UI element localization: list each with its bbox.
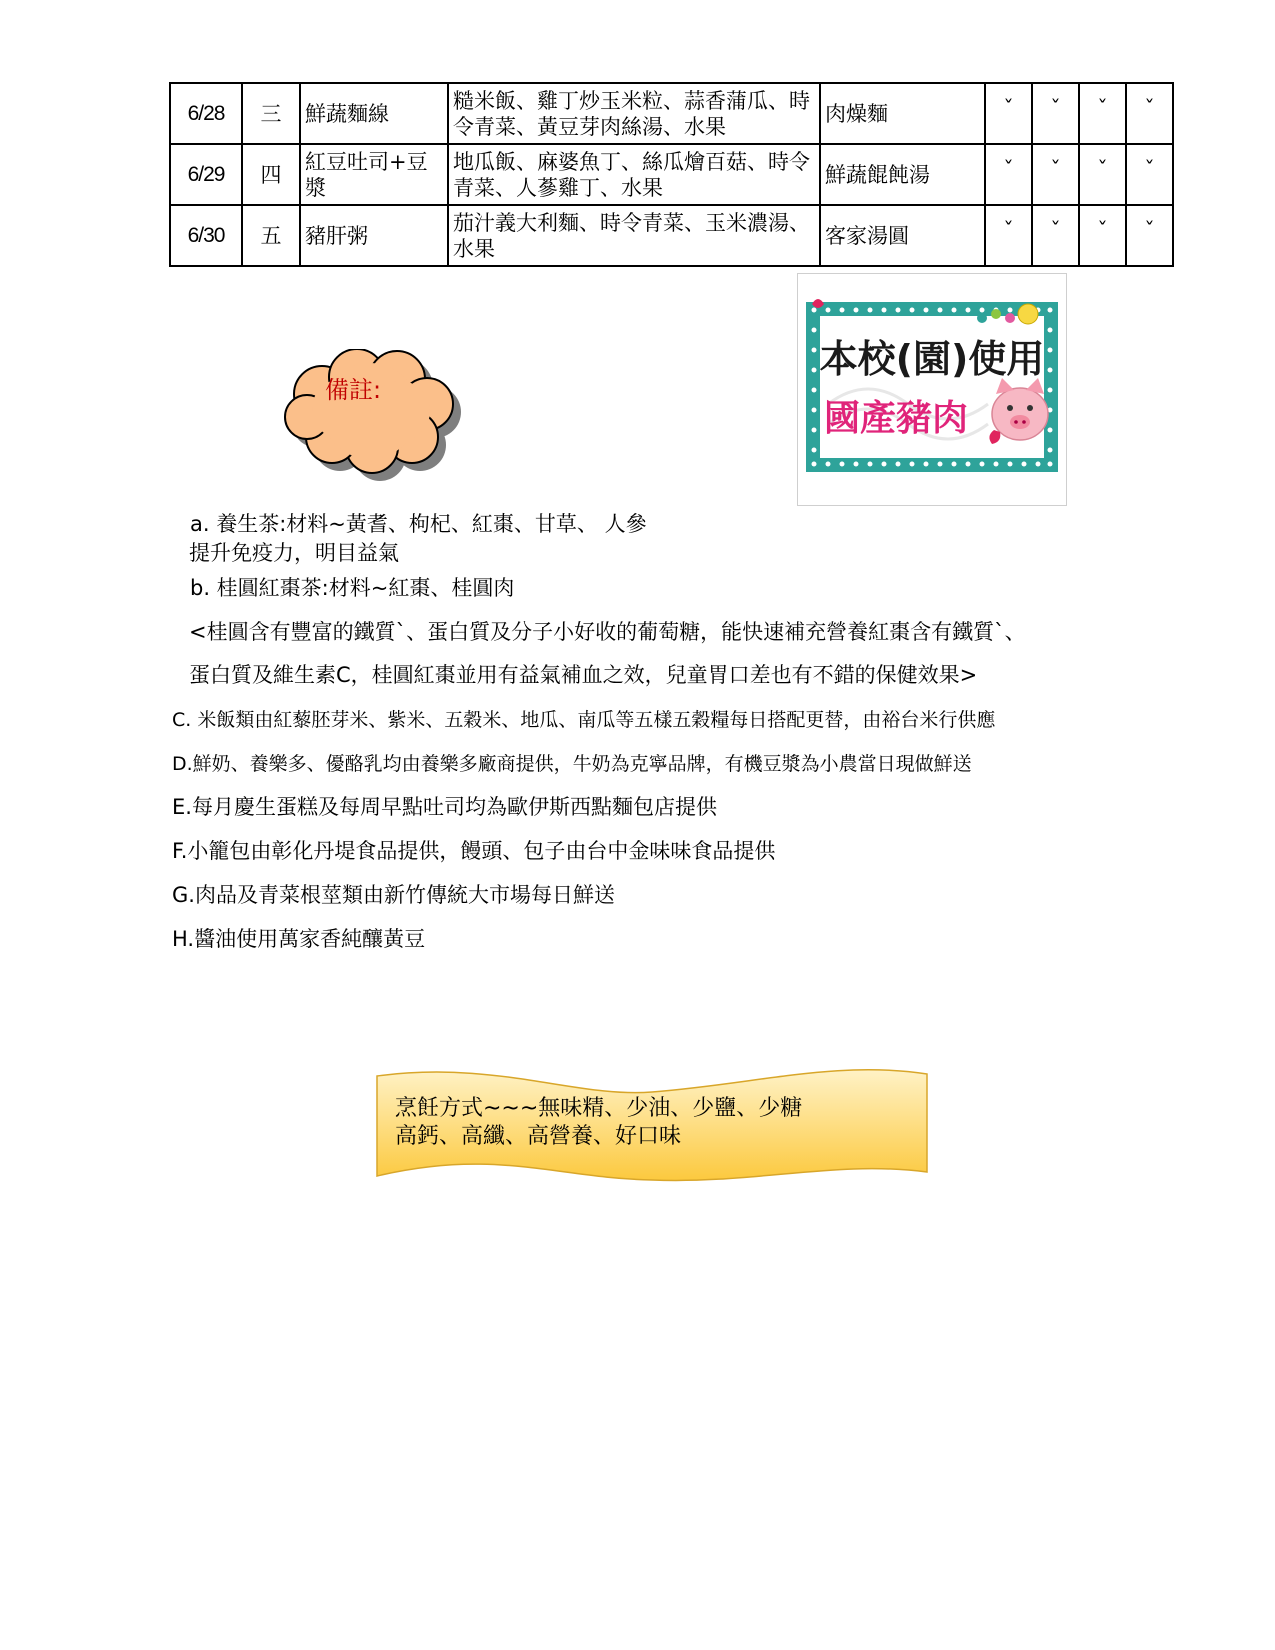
check-mark-cell: ˇ (1079, 205, 1126, 266)
weekday-cell: 五 (242, 205, 300, 266)
note-h: H.醬油使用萬家香純釀黃豆 (172, 927, 426, 951)
check-mark-cell: ˇ (985, 205, 1032, 266)
breakfast-cell: 紅豆吐司+豆漿 (300, 144, 448, 205)
check-mark-cell: ˇ (1126, 144, 1173, 205)
weekday-cell: 四 (242, 144, 300, 205)
domestic-pork-sign-graphic (798, 274, 1066, 505)
check-mark-cell: ˇ (1079, 83, 1126, 144)
snack-cell: 鮮蔬餛飩湯 (820, 144, 985, 205)
note-b-line3: 蛋白質及維生素C，桂圓紅棗並用有益氣補血之效，兒童胃口差也有不錯的保健效果> (189, 663, 978, 687)
note-e: E.每月慶生蛋糕及每周早點吐司均為歐伊斯西點麵包店提供 (172, 795, 717, 819)
date-cell: 6/29 (170, 144, 242, 205)
remark-cloud-shape (282, 349, 472, 481)
note-c: C. 米飯類由紅藜胚芽米、紫米、五穀米、地瓜、南瓜等五樣五穀糧每日搭配更替，由裕台米行供應 (172, 709, 996, 731)
date-cell: 6/30 (170, 205, 242, 266)
table-row (170, 144, 1173, 205)
check-mark-cell: ˇ (985, 83, 1032, 144)
check-mark-cell: ˇ (1032, 144, 1079, 205)
check-mark-cell: ˇ (985, 144, 1032, 205)
note-g: G.肉品及青菜根莖類由新竹傳統大市場每日鮮送 (172, 883, 615, 907)
lunch-cell: 茄汁義大利麵、時令青菜、玉米濃湯、水果 (448, 205, 820, 266)
breakfast-cell: 鮮蔬麵線 (300, 83, 448, 144)
date-cell: 6/28 (170, 83, 242, 144)
check-mark-cell: ˇ (1126, 83, 1173, 144)
cooking-banner-line2: 高鈣、高纖、高營養、好口味 (395, 1124, 682, 1149)
snack-cell: 肉燥麵 (820, 83, 985, 144)
check-mark-cell: ˇ (1032, 83, 1079, 144)
weekday-cell: 三 (242, 83, 300, 144)
pork-sign-line2: 國產豬肉 (823, 398, 969, 439)
note-d: D.鮮奶、養樂多、優酪乳均由養樂多廠商提供，牛奶為克寧品牌，有機豆漿為小農當日現做鮮送 (172, 753, 972, 775)
lunch-cell: 地瓜飯、麻婆魚丁、絲瓜燴百菇、時令青菜、人蔘雞丁、水果 (448, 144, 820, 205)
breakfast-cell: 豬肝粥 (300, 205, 448, 266)
note-a-line2: 提升免疫力，明目益氣 (189, 541, 399, 565)
cooking-banner-text (395, 1095, 802, 1151)
check-mark-cell: ˇ (1079, 144, 1126, 205)
lunch-cell: 糙米飯、雞丁炒玉米粒、蒜香蒲瓜、時令青菜、黃豆芽肉絲湯、水果 (448, 83, 820, 144)
check-mark-cell: ˇ (1126, 205, 1173, 266)
note-b-line2: <桂圓含有豐富的鐵質`、蛋白質及分子小好收的葡萄糖，能快速補充營養紅棗含有鐵質`、 (189, 620, 1026, 644)
menu-table (169, 82, 1174, 267)
note-a-line1: a. 養生茶:材料~黃耆、枸杞、紅棗、甘草、 人參 (190, 512, 647, 536)
table-row (170, 83, 1173, 144)
snack-cell: 客家湯圓 (820, 205, 985, 266)
domestic-pork-sign (797, 273, 1067, 506)
check-mark-cell: ˇ (1032, 205, 1079, 266)
note-f: F.小籠包由彰化丹堤食品提供，饅頭、包子由台中金味味食品提供 (172, 839, 776, 863)
table-row (170, 205, 1173, 266)
remark-label: 備註: (325, 376, 382, 404)
cooking-banner-line1: 烹飪方式~~~無味精、少油、少鹽、少糖 (395, 1096, 803, 1121)
pork-sign-line1: 本校(園)使用 (819, 337, 1045, 381)
note-b-line1: b. 桂圓紅棗茶:材料~紅棗、桂圓肉 (190, 576, 515, 600)
